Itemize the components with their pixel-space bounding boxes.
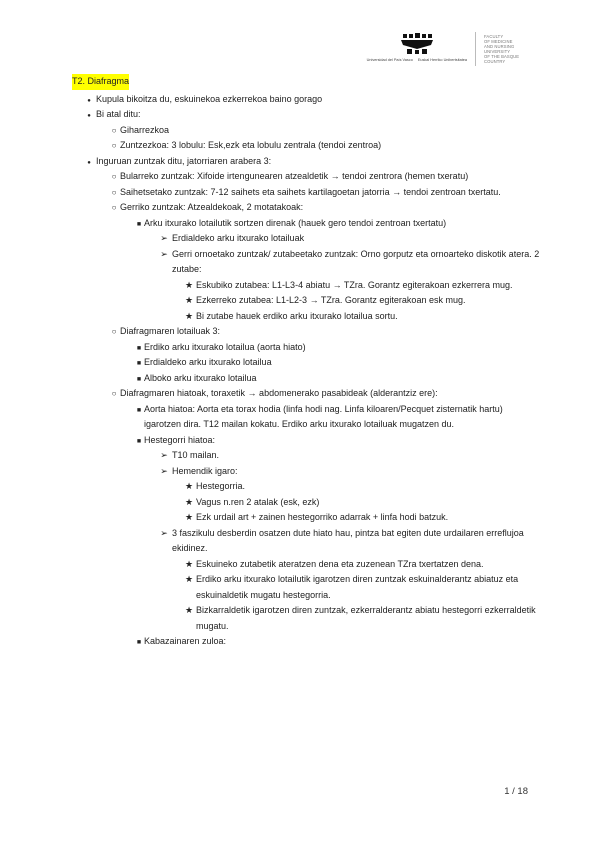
list-item: [72, 634, 542, 650]
list-item-text: Kupula bikoitza du, eskuinekoa ezkerrekoa baino gorago: [96, 93, 323, 104]
list-item-text: Ezkerreko zutabea: L1-L2-3 → TZra. Gorantz egiterakoan esk mug.: [196, 295, 466, 305]
list-item: [72, 557, 542, 573]
list-item-text: Diafragmaren lotailuak 3:: [120, 326, 221, 336]
list-item-text: Erdialdeko arku itxurako lotailua: [144, 357, 272, 367]
list-item: [72, 324, 542, 340]
list-item: [72, 293, 542, 309]
list-item: [72, 154, 542, 170]
list-item-text: Eskuineko zutabetik ateratzen dena eta zuzenean TZra txertatzen dena.: [196, 558, 484, 569]
list-item-text: Hestegorri hiatoa:: [144, 434, 216, 445]
faculty-line: AND NURSING: [484, 44, 515, 49]
faculty-label: [484, 32, 530, 64]
list-item-text: Bizkarraldetik igarotzen diren zuntzak, ezkerralderantz abiatu hestegorri ezkerraldetik mugatu.: [196, 605, 536, 631]
circle-bullet-icon: [108, 386, 120, 402]
list-item-text: Hestegorria.: [196, 481, 246, 491]
square-bullet-icon: [133, 402, 145, 419]
list-item-text: Gerri ornoetako zuntzak/ zutabeetako zuntzak: Orno gorputz eta ornoarteko diskotik atera. 2 zutabe:: [172, 248, 540, 274]
circle-bullet-icon: [108, 324, 120, 340]
list-item-text: Gerriko zuntzak: Atzealdekoak, 2 motatakoak:: [120, 202, 304, 212]
list-item: [72, 123, 542, 139]
page-number: 1 / 18: [504, 786, 528, 797]
list-item: [72, 169, 542, 185]
list-item: [72, 386, 542, 402]
list-item: [72, 92, 542, 108]
list-item: [72, 433, 542, 449]
list-item: [72, 185, 542, 201]
list-item: [72, 603, 542, 634]
list-item: [72, 479, 542, 495]
list-item-text: Erdiko arku itxurako lotailua (aorta hiato): [144, 341, 306, 352]
list-item: [72, 107, 542, 123]
arrow-bullet-icon: [158, 526, 170, 542]
list-item: [72, 278, 542, 294]
list-item-text: Ezk urdail art + zainen hestegorriko adarrak + linfa hodi batzuk.: [196, 512, 449, 522]
faculty-line: UNIVERSITY: [484, 49, 511, 54]
circle-bullet-icon: [108, 185, 120, 201]
list-item: [72, 231, 542, 247]
square-bullet-icon: [133, 340, 145, 357]
square-bullet-icon: [133, 355, 145, 372]
outline-list: [72, 92, 542, 650]
faculty-line: COUNTRY: [484, 59, 506, 64]
circle-bullet-icon: [108, 123, 120, 139]
star-bullet-icon: [183, 309, 195, 325]
university-name-eu: Euskal Herriko Unibertsitatea: [417, 58, 467, 62]
arrow-bullet-icon: [158, 247, 170, 263]
list-item-text: Kabazainaren zuloa:: [144, 636, 227, 646]
university-name-es: Universidad del País Vasco: [366, 58, 413, 62]
list-item: [72, 216, 542, 232]
list-item-text: Alboko arku itxurako lotailua: [144, 372, 257, 383]
section-title: T2. Diafragma: [72, 74, 129, 90]
list-item-text: Eskubiko zutabea: L1-L3-4 abiatu → TZra. Gorantz egiterakoan ezkerrera mug.: [196, 279, 513, 290]
faculty-line: OF MEDICINE: [484, 39, 513, 44]
list-item: [72, 309, 542, 325]
circle-bullet-icon: [108, 138, 120, 154]
list-item-text: Inguruan zuntzak ditu, jatorriaren arabera 3:: [96, 155, 272, 166]
list-item: [72, 355, 542, 371]
list-item: [72, 510, 542, 526]
list-item: [72, 448, 542, 464]
star-bullet-icon: [183, 278, 195, 294]
list-item: [72, 247, 542, 278]
list-item-text: Saihetsetako zuntzak: 7-12 saihets eta saihets kartilagoetan jatorria → tendoi zentroan txertatu.: [120, 186, 501, 197]
list-item-text: Erdiko arku itxurako lotailutik igarotzen diren zuntzak eskuinalderantz abiatuz eta eskuinaldetik mugatu hestegorria.: [196, 574, 519, 600]
logo-divider: [475, 32, 476, 66]
list-item-text: Hemendik igaro:: [172, 465, 238, 476]
list-item-text: Zuntzezkoa: 3 lobulu: Esk,ezk eta lobulu zentrala (tendoi zentroa): [120, 140, 382, 150]
list-item-text: Arku itxurako lotailutik sortzen direnak (hauek gero tendoi zentroan txertatu): [144, 217, 447, 228]
faculty-line: FACULTY: [484, 34, 504, 39]
circle-bullet-icon: [108, 200, 120, 216]
list-item-text: 3 faszikulu desberdin osatzen dute hiato hau, pintza bat egiten dute urdailaren erreflujoa ekidinez.: [172, 527, 524, 553]
star-bullet-icon: [183, 603, 195, 619]
list-item-text: Aorta hiatoa: Aorta eta torax hodia (linfa hodi nag. Linfa kiloaren/Pecquet zisternatik hartu) igarotzen dira. T12 mailan kokatu. Erdiko arku itxurako lotailuak mugatzen du.: [144, 403, 503, 429]
header-logos: [367, 32, 530, 66]
list-item: [72, 495, 542, 511]
list-item-text: Vagus n.ren 2 atalak (esk, ezk): [196, 496, 320, 507]
list-item-text: Diafragmaren hiatoak, toraxetik → abdomenerako pasabideak (alderantziz ere):: [120, 388, 438, 398]
university-emblem-icon: [395, 32, 439, 56]
university-logo: [367, 32, 467, 63]
document-body: [72, 74, 542, 650]
list-item: [72, 200, 542, 216]
list-item-text: Erdialdeko arku itxurako lotailuak: [172, 233, 305, 243]
list-item-text: Bi atal ditu:: [96, 109, 141, 119]
list-item: [72, 572, 542, 603]
list-item-text: Bi zutabe hauek erdiko arku itxurako lotailua sortu.: [196, 310, 398, 321]
square-bullet-icon: [133, 634, 145, 651]
square-bullet-icon: [133, 371, 145, 388]
list-item-text: T10 mailan.: [172, 450, 220, 460]
star-bullet-icon: [183, 495, 195, 511]
arrow-bullet-icon: [158, 448, 170, 464]
star-bullet-icon: [183, 572, 195, 588]
star-bullet-icon: [183, 479, 195, 495]
arrow-bullet-icon: [158, 231, 170, 247]
list-item-text: Bularreko zuntzak: Xifoide irtengunearen atzealdetik → tendoi zentrora (hemen txeratu): [120, 171, 469, 181]
list-item: [72, 340, 542, 356]
star-bullet-icon: [183, 557, 195, 573]
arrow-bullet-icon: [158, 464, 170, 480]
list-item: [72, 138, 542, 154]
list-item: [72, 464, 542, 480]
star-bullet-icon: [183, 510, 195, 526]
list-item: [72, 526, 542, 557]
circle-bullet-icon: [108, 169, 120, 185]
square-bullet-icon: [133, 433, 145, 450]
square-bullet-icon: [133, 216, 145, 233]
list-item-text: Giharrezkoa: [120, 124, 170, 135]
star-bullet-icon: [183, 293, 195, 309]
faculty-line: OF THE BASQUE: [484, 54, 520, 59]
list-item: [72, 402, 542, 433]
list-item: [72, 371, 542, 387]
